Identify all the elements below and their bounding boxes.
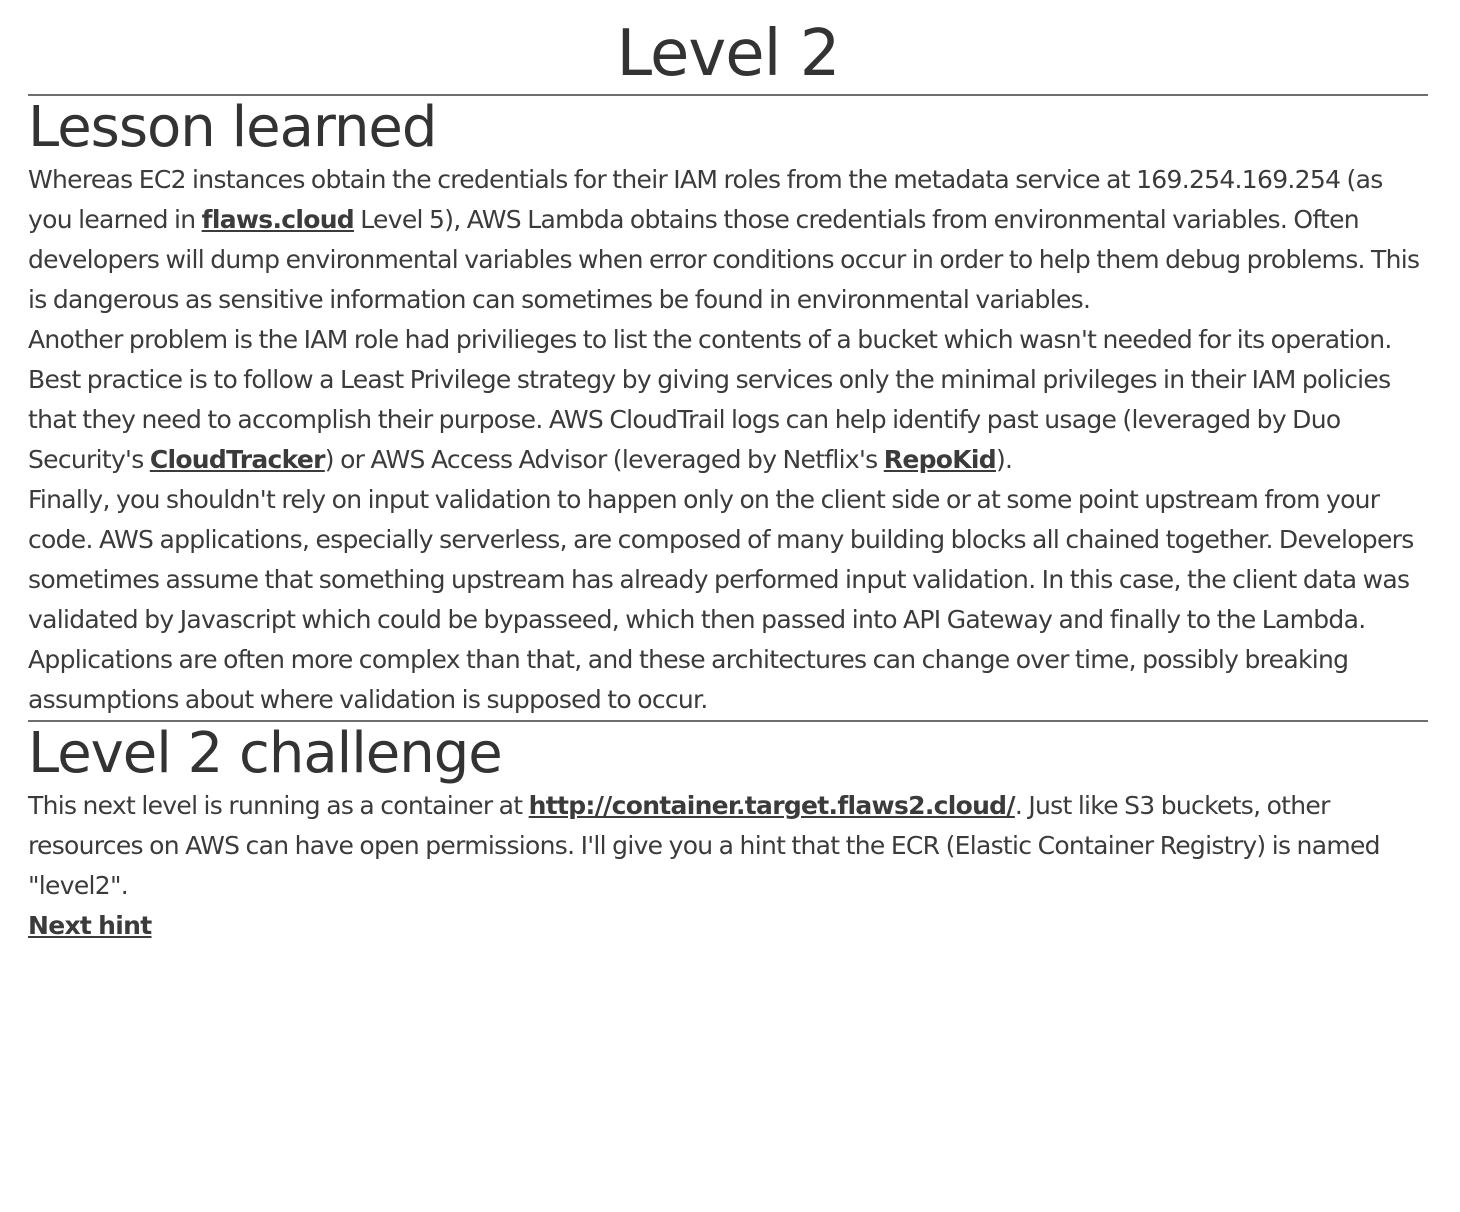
lesson-heading: Lesson learned: [28, 95, 437, 160]
lesson-paragraph-3: Finally, you shouldn't rely on input validation to happen only on the client side or at some point upstream from your code. AWS applications, especially serverless, are composed of many building blocks all chained together. Developers sometimes assume that something upstream has already performed input validation. In this case, the client data was validated by Javascript which could be bypasseed, which then passed into API Gateway and finally to the Lambda. Applications are often more complex than that, and these architectures can change over time, possibly breaking assumptions about where validation is supposed to occur.: [28, 485, 1414, 714]
lesson-p1-text-after: Level 5), AWS Lambda obtains those credentials from environmental variables. Often developers will dump environmental variables when error conditions occur in order to help them debug problems. This is dangerous as sensitive information can sometimes be found in environmental variables.: [28, 205, 1420, 314]
lesson-paragraph-2: [28, 320, 1428, 480]
challenge-text-after: . Just like S3 buckets, other resources on AWS can have open permissions. I'll give you a hint that the ECR (Elastic Container Registry) is named "level2".: [28, 791, 1380, 900]
cloudtracker-link[interactable]: CloudTracker: [149, 445, 325, 474]
page-content: [28, 0, 1428, 946]
next-hint-paragraph: [28, 906, 1428, 946]
page-title: Level 2: [616, 17, 840, 91]
challenge-paragraph: [28, 786, 1428, 906]
challenge-heading: Level 2 challenge: [28, 721, 502, 786]
lesson-p2-text-between: ) or AWS Access Advisor (leveraged by Netflix's: [324, 445, 884, 474]
repokid-link[interactable]: RepoKid: [883, 445, 996, 474]
next-hint-link[interactable]: Next hint: [28, 911, 152, 940]
flaws-cloud-link[interactable]: flaws.cloud: [201, 205, 355, 234]
lesson-p1-text-before: Whereas EC2 instances obtain the credentials for their IAM roles from the metadata service at 169.254.169.254 (as you learned in: [28, 165, 1383, 234]
container-url-link[interactable]: http://container.target.flaws2.cloud/: [528, 791, 1015, 820]
challenge-text-before: This next level is running as a container at: [28, 791, 529, 820]
lesson-paragraph-1: [28, 160, 1428, 320]
lesson-p2-text-after: ).: [995, 445, 1013, 474]
lesson-p2-text-before: Another problem is the IAM role had privilieges to list the contents of a bucket which wasn't needed for its operation. Best practice is to follow a Least Privilege strategy by giving services only the minimal privileges in their IAM policies that they need to accomplish their purpose. AWS CloudTrail logs can help identify past usage (leveraged by Duo Security's: [28, 325, 1392, 474]
